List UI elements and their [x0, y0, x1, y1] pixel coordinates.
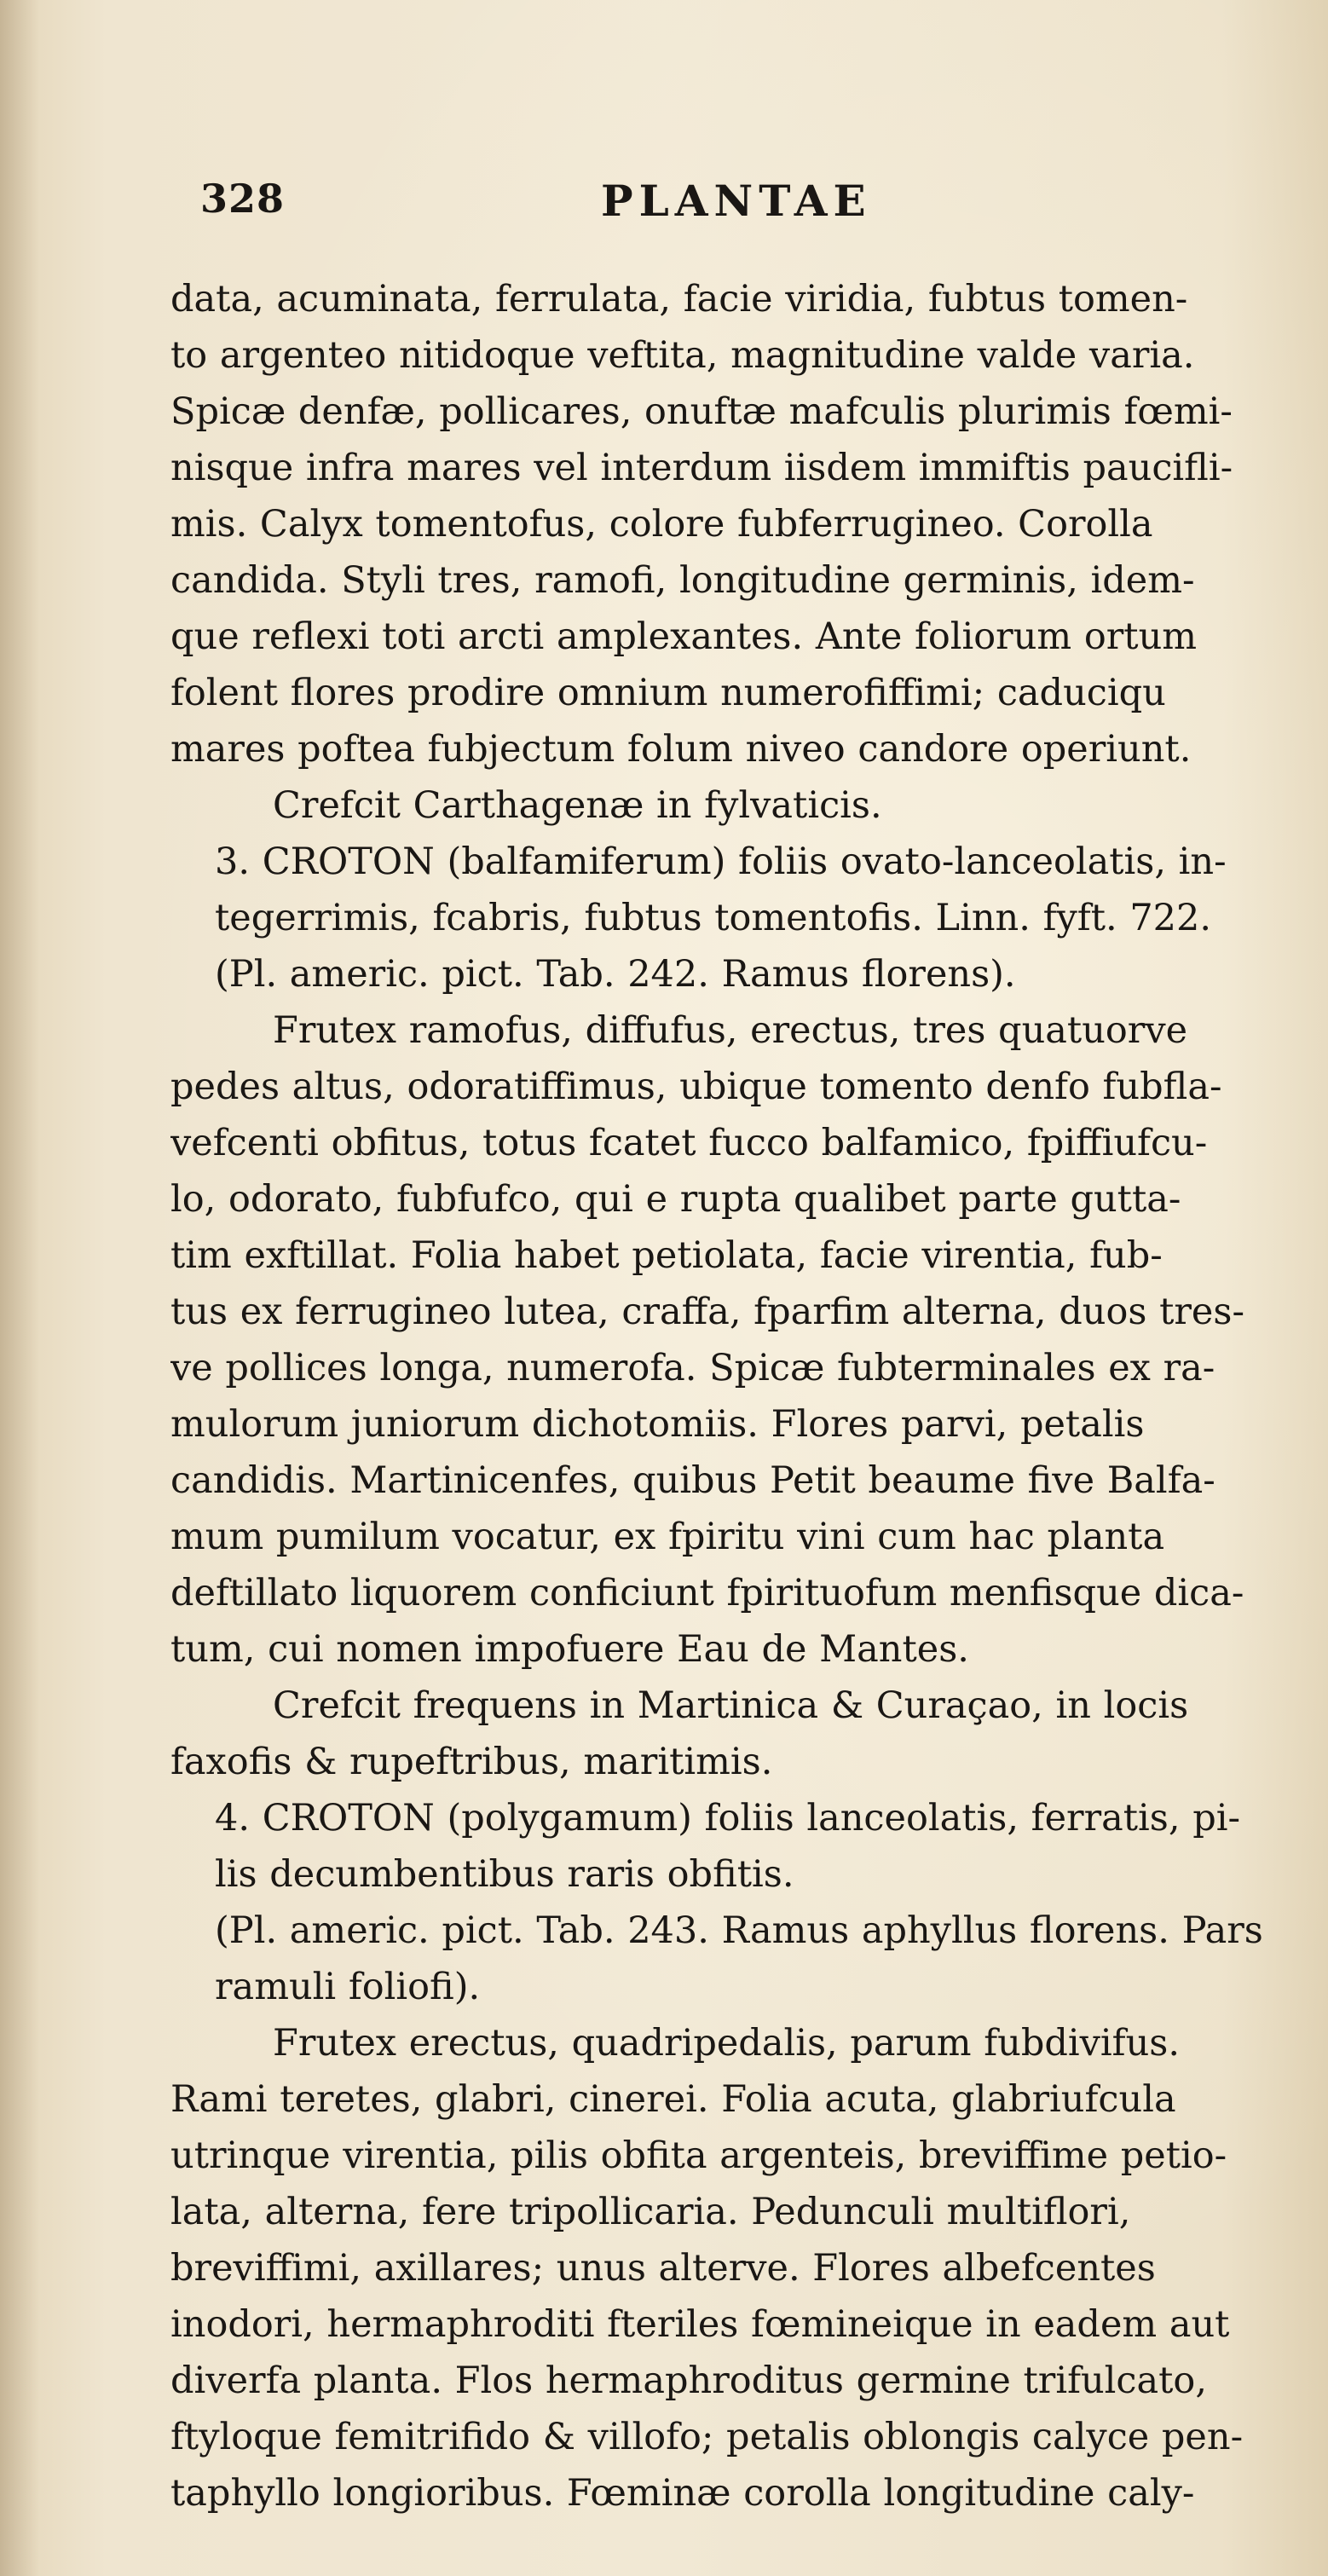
text-line: tim exftillat. Folia habet petiolata, facie virentia, fub-	[170, 1234, 1163, 1277]
text-line: lata, alterna, fere tripollicaria. Pedunculi multiflori,	[170, 2191, 1131, 2233]
text-line: mum pumilum vocatur, ex fpiritu vini cum hac planta	[170, 1516, 1165, 1558]
text-line: tum, cui nomen impofuere Eau de Mantes.	[170, 1628, 969, 1671]
text-line: folent flores prodire omnium numerofiffimi; caduciqu	[170, 672, 1166, 714]
page-number: 328	[200, 176, 286, 222]
text-line: diverfa planta. Flos hermaphroditus germine trifulcato,	[170, 2359, 1207, 2402]
text-line: breviffimi, axillares; unus alterve. Flores albefcentes	[170, 2247, 1156, 2290]
text-line: lo, odorato, fubfufco, qui e rupta qualibet parte gutta-	[170, 1178, 1181, 1221]
text-line: Rami teretes, glabri, cinerei. Folia acuta, glabriufcula	[170, 2078, 1176, 2121]
text-line: to argenteo nitidoque veftita, magnitudine valde varia.	[170, 334, 1195, 377]
text-line: Crefcit frequens in Martinica & Curaçao, in locis	[273, 1684, 1189, 1727]
text-line: data, acuminata, ferrulata, facie viridia, fubtus tomen-	[170, 278, 1188, 321]
running-head: PLANTAE	[601, 176, 872, 226]
text-line: Frutex erectus, quadripedalis, parum fubdivifus.	[273, 2022, 1181, 2065]
text-line: 3. CROTON (balfamiferum) foliis ovato-lanceolatis, in-	[215, 840, 1227, 883]
text-line: nisque infra mares vel interdum iisdem immiftis paucifli-	[170, 447, 1233, 489]
text-line: faxofis & rupeftribus, maritimis.	[170, 1741, 773, 1783]
text-line: vefcenti obfitus, totus fcatet fucco balfamico, fpiffiufcu-	[170, 1122, 1208, 1164]
text-line: Spicæ denfæ, pollicares, onuftæ mafculis plurimis fœmi-	[170, 390, 1233, 433]
text-line: inodori, hermaphroditi fteriles fœmineique in eadem aut	[170, 2303, 1230, 2346]
text-line: lis decumbentibus raris obfitis.	[215, 1853, 794, 1896]
text-line: pedes altus, odoratiffimus, ubique tomento denfo fubfla-	[170, 1066, 1222, 1108]
text-line: mulorum juniorum dichotomiis. Flores parvi, petalis	[170, 1403, 1145, 1446]
text-line: (Pl. americ. pict. Tab. 243. Ramus aphyllus florens. Pars	[215, 1909, 1263, 1952]
text-line: mares poftea fubjectum folum niveo candore operiunt.	[170, 728, 1192, 771]
text-line: que reflexi toti arcti amplexantes. Ante foliorum ortum	[170, 615, 1198, 658]
body-text	[170, 271, 1308, 2521]
text-line: (Pl. americ. pict. Tab. 242. Ramus florens).	[215, 953, 1016, 996]
text-line: mis. Calyx tomentofus, colore fubferrugineo. Corolla	[170, 503, 1153, 546]
text-line: tegerrimis, fcabris, fubtus tomentofis. Linn. fyft. 722.	[215, 897, 1212, 939]
text-line: taphyllo longioribus. Fœminæ corolla longitudine caly-	[170, 2472, 1195, 2515]
spine-shadow	[0, 0, 39, 2576]
text-line: Crefcit Carthagenæ in fylvaticis.	[273, 784, 882, 827]
text-line: ve pollices longa, numerofa. Spicæ fubterminales ex ra-	[170, 1347, 1215, 1389]
text-line: Frutex ramofus, diffufus, erectus, tres quatuorve	[273, 1009, 1188, 1052]
text-line: ftyloque femitrifido & villofo; petalis oblongis calyce pen-	[170, 2416, 1244, 2458]
page-header	[200, 170, 1283, 230]
text-line: 4. CROTON (polygamum) foliis lanceolatis, ferratis, pi-	[215, 1797, 1241, 1840]
text-line: candida. Styli tres, ramofi, longitudine germinis, idem-	[170, 559, 1195, 602]
text-line: tus ex ferrugineo lutea, craffa, fparfim alterna, duos tres-	[170, 1291, 1244, 1333]
text-line: utrinque virentia, pilis obfita argenteis, breviffime petio-	[170, 2134, 1227, 2177]
text-line: ramuli foliofi).	[215, 1966, 481, 2008]
text-line: deftillato liquorem conficiunt fpirituofum menfisque dica-	[170, 1572, 1244, 1614]
text-line: candidis. Martinicenfes, quibus Petit beaume five Balfa-	[170, 1459, 1215, 1502]
